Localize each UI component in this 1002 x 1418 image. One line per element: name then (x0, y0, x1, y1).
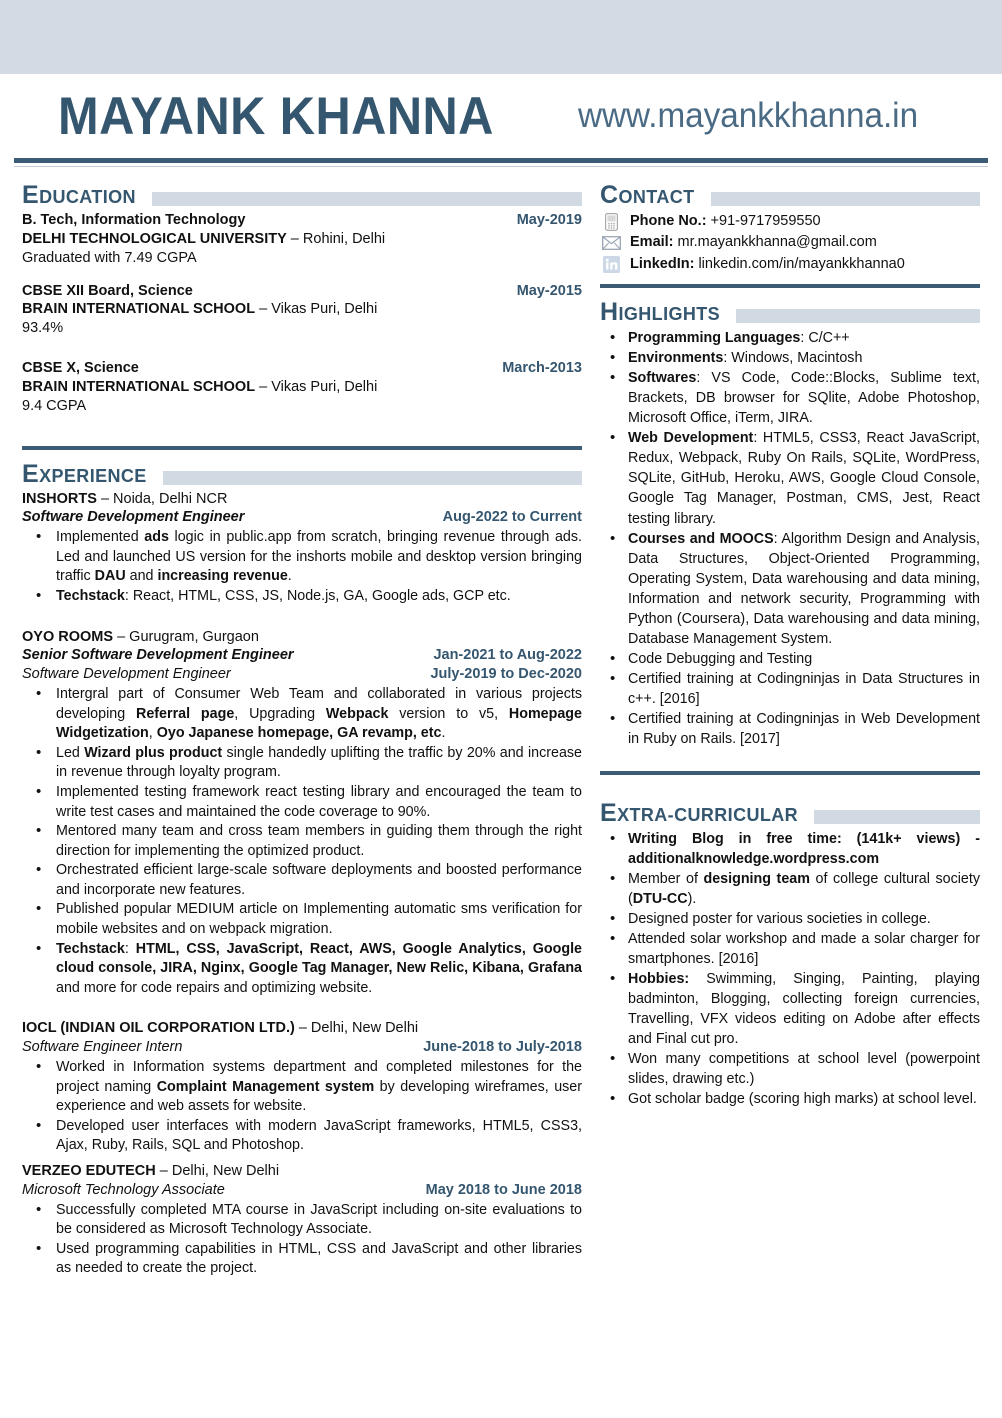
education-degree: CBSE X, Science (22, 360, 139, 377)
heading-bar (736, 309, 980, 323)
bullet-item: • Techstack: React, HTML, CSS, JS, Node.js, GA, Google ads, GCP etc. (22, 587, 582, 607)
bullet-item: • Softwares: VS Code, Code::Blocks, Sublime text, Brackets, DB browser for SQlite, Adobe Photoshop, Microsoft Office, iTerm, JIRA. (600, 368, 980, 428)
experience-company: OYO ROOMS – Gurugram, Gurgaon (22, 628, 259, 645)
education-entry (22, 282, 582, 339)
experience-entry (22, 1162, 582, 1279)
education-degree: B. Tech, Information Technology (22, 212, 246, 228)
highlights-heading-label: HIGHLIGHTS (600, 298, 721, 327)
experience-entry (22, 628, 582, 999)
highlights-list (600, 328, 980, 748)
contact-list (600, 211, 980, 275)
experience-role-date: July-2019 to Dec-2020 (430, 666, 582, 683)
resume-header (0, 74, 1002, 158)
experience-role-title: Senior Software Development Engineer (22, 647, 294, 664)
section-heading-contact (600, 183, 980, 208)
bullet-item: • Orchestrated efficient large-scale software deployments and boosted performance and incorporate new features. (22, 861, 582, 900)
experience-bullets (22, 685, 582, 998)
bullet-item: • Attended solar workshop and made a solar charger for smartphones. [2016] (600, 929, 980, 969)
bullet-item: • Member of designing team of college cultural society (DTU-CC). (600, 869, 980, 909)
spacer (22, 342, 582, 359)
bullet-item: • Courses and MOOCS: Algorithm Design and Analysis, Data Structures, Object-Oriented Programming, Operating System, Data warehousing and data mining, Information and network security, Programming with Python (Coursera), Data warehousing and data mining, Database Management System. (600, 529, 980, 649)
experience-entry (22, 490, 582, 607)
bullet-item: • Environments: Windows, Macintosh (600, 348, 980, 368)
contact-value[interactable]: +91-9717959550 (710, 213, 821, 229)
section-heading-highlights (600, 300, 980, 325)
education-entry (22, 359, 582, 416)
experience-entry (22, 1019, 582, 1156)
experience-bullets (22, 528, 582, 606)
resume-body (0, 167, 1002, 1283)
contact-row[interactable] (600, 254, 980, 275)
experience-role-date: Jan-2021 to Aug-2022 (433, 647, 582, 664)
bullet-item: • Implemented testing framework react testing library and encouraged the team to write test cases and maintained the code coverage to 90%. (22, 783, 582, 822)
education-result: 9.4 CGPA (22, 397, 87, 414)
heading-bar (711, 192, 980, 206)
contact-label: LinkedIn: (630, 255, 695, 272)
bullet-item: • Published popular MEDIUM article on Implementing automatic sms verification for mobile websites and on webpack migration. (22, 900, 582, 939)
candidate-name: MAYANK KHANNA (58, 86, 494, 146)
section-divider-education (22, 446, 582, 450)
experience-role-date: May 2018 to June 2018 (425, 1181, 582, 1198)
bullet-item: • Worked in Information systems department and completed milestones for the project naming Complaint Management system by developing wireframes, user experience and web assets for website. (22, 1058, 582, 1117)
bullet-item: • Intergral part of Consumer Web Team and collaborated in various projects developing Referral page, Upgrading Webpack version to v5, Homepage Widgetization, Oyo Japanese homepage, GA revamp, etc. (22, 685, 582, 744)
header-divider (14, 158, 988, 163)
experience-company: IOCL (INDIAN OIL CORPORATION LTD.) – Delhi, New Delhi (22, 1020, 419, 1037)
spacer (22, 272, 582, 282)
bullet-item: • Certified training at Codingninjas in Web Development in Ruby on Rails. [2017] (600, 709, 980, 749)
experience-company: VERZEO EDUTECH – Delhi, New Delhi (22, 1162, 280, 1179)
linkedin-icon (600, 255, 622, 275)
bullet-item: • Hobbies: Swimming, Singing, Painting, playing badminton, Blogging, collecting foreign currencies, Travelling, VFX videos editing on Adobe after effects and Final cut pro. (600, 969, 980, 1049)
experience-role-title: Software Development Engineer (22, 509, 245, 526)
experience-bullets (22, 1201, 582, 1279)
bullet-item: • Won many competitions at school level (powerpoint slides, drawing etc.) (600, 1049, 980, 1089)
bullet-item: • Mentored many team and cross team members in guiding them through the right direction for implementing the optimized product. (22, 822, 582, 861)
education-institution: BRAIN INTERNATIONAL SCHOOL – Vikas Puri, Delhi (22, 378, 378, 395)
bullet-item: • Used programming capabilities in HTML, CSS and JavaScript and other libraries as needed to create the project. (22, 1240, 582, 1279)
experience-role-title: Software Development Engineer (22, 666, 231, 683)
section-divider-highlights (600, 771, 980, 775)
experience-role-date: Aug-2022 to Current (442, 509, 582, 526)
contact-heading-label: CONTACT (600, 181, 695, 209)
top-decorative-band (0, 0, 1002, 74)
experience-role-title: Software Engineer Intern (22, 1039, 183, 1056)
experience-bullets (22, 1058, 582, 1156)
bullet-item: • Developed user interfaces with modern JavaScript frameworks, HTML5, CSS3, Ajax, Ruby, Rails, SQL and Photoshop. (22, 1117, 582, 1156)
contact-value[interactable]: linkedin.com/in/mayankkhanna0 (698, 255, 905, 272)
education-date: May-2015 (516, 282, 582, 299)
bullet-item: • Certified training at Codingninjas in Data Structures in c++. [2016] (600, 669, 980, 709)
education-date: May-2019 (516, 212, 582, 228)
heading-bar (163, 471, 582, 485)
spacer (22, 611, 582, 628)
bullet-item: • Got scholar badge (scoring high marks) at school level. (600, 1089, 980, 1109)
section-heading-extra-curricular (600, 798, 980, 827)
experience-heading-label: EXPERIENCE (22, 459, 147, 488)
section-heading-education (22, 183, 582, 208)
contact-label: Email: (630, 234, 674, 251)
experience-role-title: Microsoft Technology Associate (22, 1181, 225, 1198)
bullet-item: • Web Development: HTML5, CSS3, React JavaScript, Redux, Webpack, Ruby On Rails, SQLite, WordPress, SQLite, GitHub, Heroku, AWS, Google Cloud Console, Google Tag Manager, Postman, CMS, Jest, React testing library. (600, 428, 980, 528)
heading-bar (152, 192, 582, 206)
bullet-item: • Programming Languages: C/C++ (600, 328, 980, 348)
experience-company: INSHORTS – Noida, Delhi NCR (22, 490, 228, 507)
bullet-item: • Led Wizard plus product single handedly uplifting the traffic by 20% and increase in revenue through loyalty program. (22, 744, 582, 783)
section-heading-experience (22, 459, 582, 488)
experience-list (22, 490, 582, 1279)
experience-role-date: June-2018 to July-2018 (423, 1039, 582, 1056)
contact-value[interactable]: mr.mayankkhanna@gmail.com (677, 234, 877, 251)
section-divider-contact (600, 284, 980, 288)
spacer (22, 1002, 582, 1019)
right-column (600, 183, 980, 1283)
contact-label: Phone No.: (630, 213, 707, 229)
bullet-item: • Designed poster for various societies in college. (600, 909, 980, 929)
education-result: 93.4% (22, 320, 64, 337)
spacer (22, 420, 582, 437)
contact-row[interactable] (600, 211, 980, 232)
education-institution: BRAIN INTERNATIONAL SCHOOL – Vikas Puri, Delhi (22, 301, 378, 318)
education-list (22, 211, 582, 437)
contact-row[interactable] (600, 232, 980, 253)
mobile-phone-icon (600, 212, 622, 232)
heading-bar (814, 810, 980, 824)
extra-curricular-heading-label: EXTRA-CURRICULAR (600, 798, 799, 827)
bullet-item: • Techstack: HTML, CSS, JavaScript, React, AWS, Google Analytics, Google cloud console, JIRA, Nginx, Google Tag Manager, New Relic, Kibana, Grafana and more for code repairs and optimizing website. (22, 940, 582, 999)
bullet-item: • Successfully completed MTA course in JavaScript including on-site evaluations to be considered as Microsoft Technology Associate. (22, 1201, 582, 1240)
bullet-item: • Implemented ads logic in public.app from scratch, bringing revenue through ads. Led and launched US version for the inshorts mobile and desktop version bringing traffic DAU and increasing revenue. (22, 528, 582, 587)
bullet-item: • Writing Blog in free time: (141k+ views) -additionalknowledge.wordpress.com (600, 829, 980, 869)
education-institution: DELHI TECHNOLOGICAL UNIVERSITY – Rohini, Delhi (22, 230, 386, 247)
education-date: March-2013 (502, 360, 582, 377)
envelope-icon (600, 233, 622, 253)
education-degree: CBSE XII Board, Science (22, 282, 193, 299)
bullet-item: • Code Debugging and Testing (600, 649, 980, 669)
extra-curricular-list (600, 829, 980, 1109)
education-result: Graduated with 7.49 CGPA (22, 249, 197, 266)
personal-website[interactable]: www.mayankkhanna.in (577, 96, 918, 135)
education-heading-label: EDUCATION (22, 181, 136, 209)
left-column (22, 183, 600, 1283)
education-entry (22, 211, 582, 268)
